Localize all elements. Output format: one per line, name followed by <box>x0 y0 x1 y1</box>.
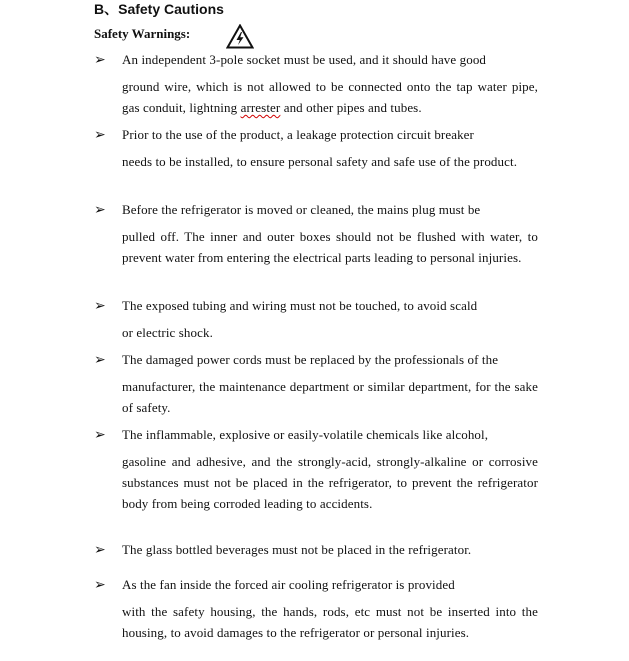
warning-item-3 <box>94 202 538 268</box>
item-text: with the safety housing, the hands, rods, etc must not be inserted into the housing, to avoid damages to the refrigerator or personal injuries. <box>122 604 538 640</box>
item-text: gasoline and adhesive, and the strongly-acid, strongly-alkaline or corrosive substances must not be placed in the refrigerator, to prevent the refrigerator body from being corroded leading to accidents. <box>122 454 538 511</box>
item-text-part: ground wire, which is not allowed to be connected onto the tap water pipe, gas conduit, lightning <box>122 79 538 115</box>
item-line: Before the refrigerator is moved or cleaned, the mains plug must be <box>122 202 481 217</box>
warning-item-2 <box>94 127 538 172</box>
bullet-arrow-icon: ➢ <box>94 298 106 314</box>
item-line: The exposed tubing and wiring must not be touched, to avoid scald <box>122 298 478 313</box>
bullet-arrow-icon: ➢ <box>94 542 106 558</box>
bullet-arrow-icon: ➢ <box>94 352 106 368</box>
item-text: or electric shock. <box>122 325 213 340</box>
spellcheck-flagged-word: arrester <box>240 100 281 115</box>
bullet-arrow-icon: ➢ <box>94 127 106 143</box>
item-line: The inflammable, explosive or easily-volatile chemicals like alcohol, <box>122 427 489 442</box>
safety-warnings-title: Safety Warnings: <box>94 26 191 41</box>
warning-item-8 <box>94 577 538 643</box>
warning-item-1 <box>94 52 538 118</box>
bullet-arrow-icon: ➢ <box>94 427 106 443</box>
warning-item-6 <box>94 427 538 514</box>
warning-item-7 <box>94 542 538 566</box>
bullet-arrow-icon: ➢ <box>94 202 106 218</box>
warning-item-4 <box>94 298 538 343</box>
bullet-arrow-icon: ➢ <box>94 577 106 593</box>
item-line: The glass bottled beverages must not be placed in the refrigerator. <box>122 542 472 557</box>
item-line: The damaged power cords must be replaced by the professionals of the <box>122 352 499 367</box>
item-line: Prior to the use of the product, a leakage protection circuit breaker <box>122 127 474 142</box>
item-text: manufacturer, the maintenance department or similar department, for the sake of safety. <box>122 379 538 415</box>
item-line: As the fan inside the forced air cooling refrigerator is provided <box>122 577 455 592</box>
bullet-arrow-icon: ➢ <box>94 52 106 68</box>
item-text-part: and other pipes and tubes. <box>280 100 422 115</box>
item-line: An independent 3-pole socket must be used, and it should have good <box>122 52 487 67</box>
section-heading: B、Safety Cautions <box>94 1 224 17</box>
item-text: needs to be installed, to ensure personal safety and safe use of the product. <box>122 154 518 169</box>
item-text: pulled off. The inner and outer boxes should not be flushed with water, to prevent water from entering the electrical parts leading to personal injuries. <box>122 229 538 265</box>
item-text <box>122 76 538 118</box>
high-voltage-warning-icon <box>226 24 254 49</box>
warning-item-5 <box>94 352 538 418</box>
